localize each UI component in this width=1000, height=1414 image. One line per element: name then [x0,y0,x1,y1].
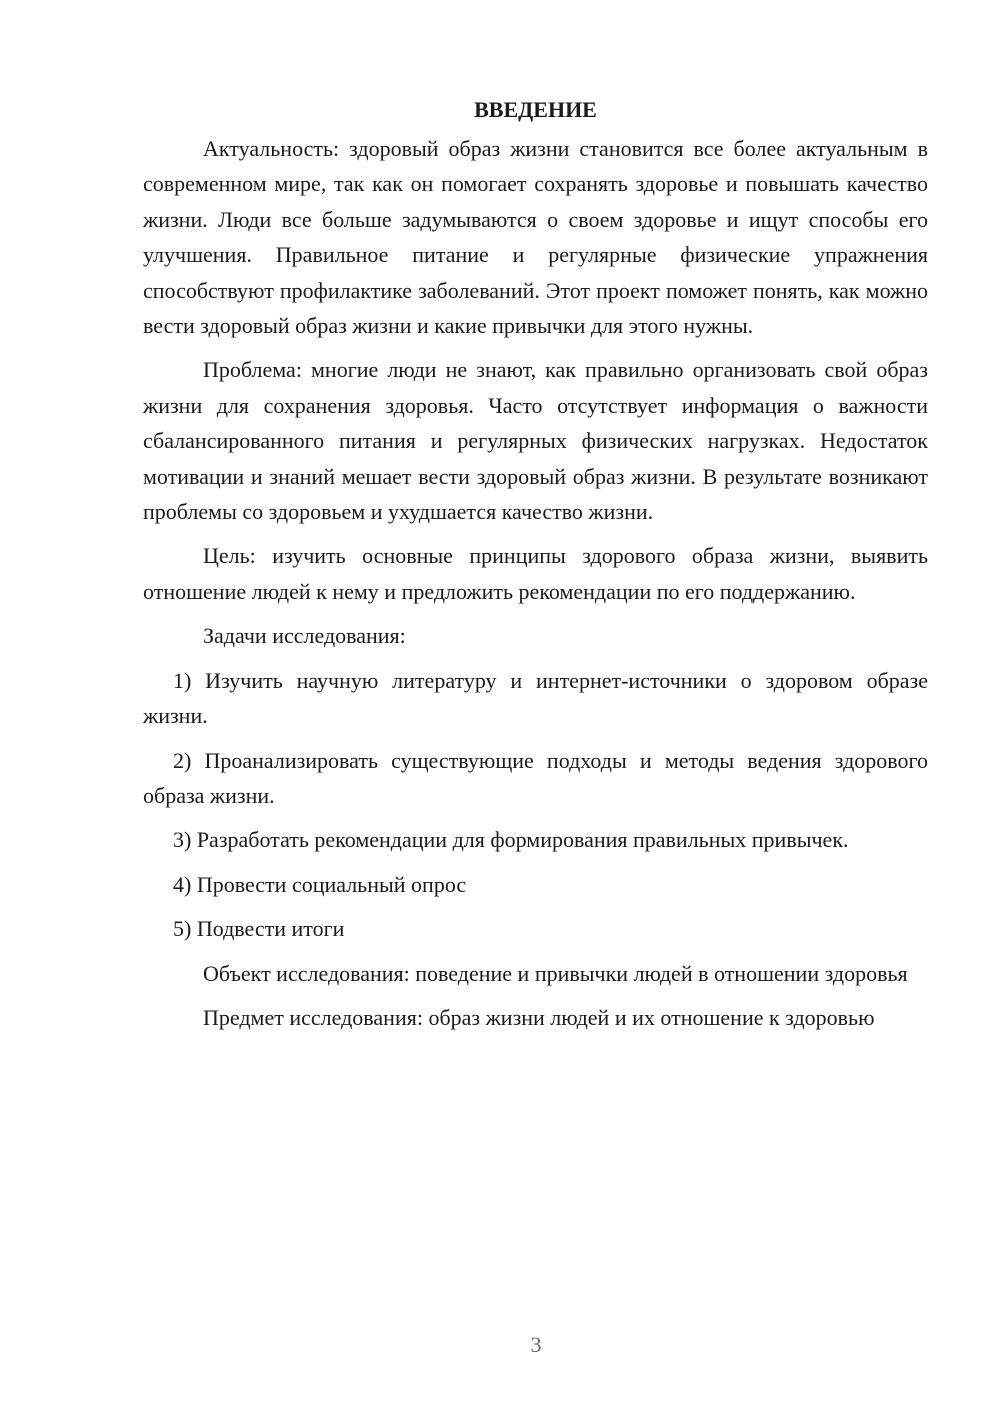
subject-paragraph: Предмет исследования: образ жизни людей и их отношение к здоровью [203,1004,875,1030]
task-item-5: 5) Подвести итоги [173,916,345,942]
goal-paragraph: Цель: изучить основные принципы здорового образа жизни, выявить отношение людей к нему и предложить рекомендации по его поддержанию. [143,543,928,604]
page-number: 3 [530,1332,542,1357]
relevance-paragraph: Актуальность: здоровый образ жизни становится все более актуальным в современном мире, так как он помогает сохранять здоровье и повышать качество жизни. Люди все больше задумываются о своем здоровье и ищут способы его улучшения. Правильное питание и регулярные физические упражнения способствуют профилактике заболеваний. Этот проект поможет понять, как можно вести здоровый образ жизни и какие привычки для этого нужны. [143,136,928,339]
task-item-3: 3) Разработать рекомендации для формирования правильных привычек. [173,827,849,853]
problem-paragraph: Проблема: многие люди не знают, как правильно организовать свой образ жизни для сохранения здоровья. Часто отсутствует информация о важности сбалансированного питания и регулярных физических нагрузках. Недостаток мотивации и знаний мешает вести здоровый образ жизни. В результате возникают проблемы со здоровьем и ухудшается качество жизни. [143,357,928,525]
task-item-2: 2) Проанализировать существующие подходы и методы ведения здорового образа жизни. [143,747,928,808]
task-item-4: 4) Провести социальный опрос [173,871,467,897]
task-item-1: 1) Изучить научную литературу и интернет-источники о здоровом образе жизни. [143,667,928,729]
object-paragraph: Объект исследования: поведение и привычки людей в отношении здоровья [203,960,908,986]
page-title: ВВЕДЕНИЕ [474,97,597,122]
document-page [143,92,928,1044]
tasks-heading: Задачи исследования: [203,623,406,649]
